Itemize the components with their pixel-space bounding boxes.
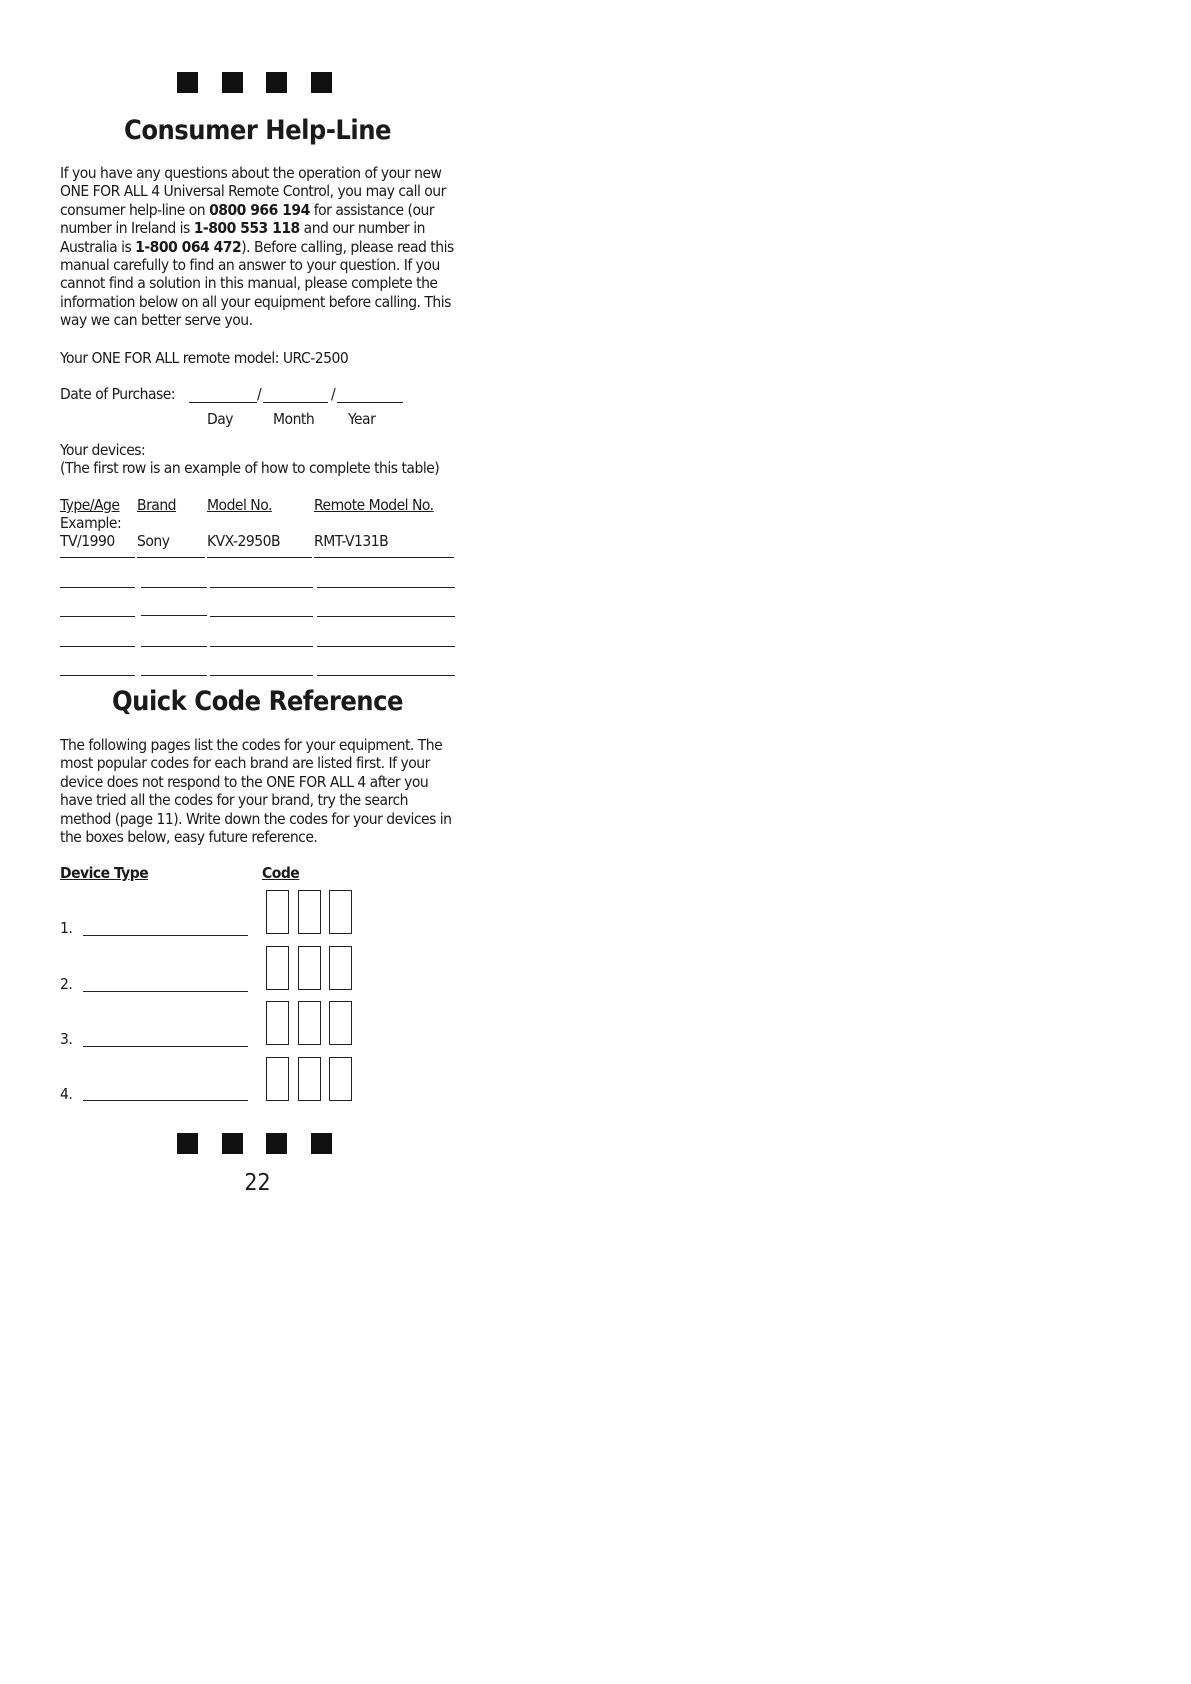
col-header-brand: Brand — [137, 496, 177, 514]
table-line — [60, 587, 135, 588]
helpline-paragraph: If you have any questions about the operation of your new ONE FOR ALL 4 Universal Remote Control, you may call our consumer help-line on 0800 966 194 for assistance (our number in Ireland is 1-800 553 118 and our number in Australia is 1-800 064 472). Before calling, please read this manual carefully to find an answer to your question. If you cannot find a solution in this manual, please complete the information below on all your equipment before calling. This way we can better serve you. — [60, 164, 454, 330]
table-line — [60, 616, 135, 617]
device-type-blank — [83, 935, 248, 936]
decorative-square — [266, 72, 287, 93]
example-brand: Sony — [137, 532, 170, 550]
table-line — [317, 616, 455, 617]
decorative-square — [222, 1133, 243, 1154]
quick-code-paragraph: The following pages list the codes for your equipment. The most popular codes for each brand are listed first. If your device does not respond to the ONE FOR ALL 4 after you have tried all the codes for your brand, try the search method (page 11). Write down the codes for your devices in the boxes below, easy future reference. — [60, 736, 452, 847]
table-line — [141, 587, 207, 588]
example-remote-model-no: RMT-V131B — [314, 532, 389, 550]
row-number: 3. — [60, 1030, 73, 1048]
table-line — [210, 675, 313, 676]
row-number: 4. — [60, 1085, 73, 1103]
table-line — [60, 675, 135, 676]
table-line — [210, 587, 313, 588]
month-label: Month — [273, 410, 315, 428]
day-label: Day — [207, 410, 234, 428]
table-line — [317, 587, 455, 588]
example-model-no: KVX-2950B — [207, 532, 281, 550]
date-separator: / — [257, 385, 262, 403]
table-line — [207, 557, 312, 558]
decorative-square — [177, 1133, 198, 1154]
decorative-square — [311, 72, 332, 93]
year-label: Year — [348, 410, 376, 428]
row-number: 1. — [60, 919, 73, 937]
device-type-blank — [83, 991, 248, 992]
table-line — [60, 646, 135, 647]
code-digit-box — [329, 1057, 352, 1101]
code-digit-box — [329, 1001, 352, 1045]
code-digit-box — [329, 890, 352, 934]
code-digit-box — [298, 1057, 321, 1101]
table-line — [141, 675, 207, 676]
device-type-header: Device Type — [60, 864, 149, 882]
col-header-remote-model-no: Remote Model No. — [314, 496, 434, 514]
decorative-square — [266, 1133, 287, 1154]
table-line — [137, 557, 205, 558]
phone-ireland: 1-800 553 118 — [193, 219, 300, 238]
col-header-model-no: Model No. — [207, 496, 272, 514]
date-of-purchase-label: Date of Purchase: — [60, 385, 176, 403]
quick-code-title: Quick Code Reference — [112, 686, 403, 717]
phone-australia: 1-800 064 472 — [135, 237, 242, 256]
day-blank — [189, 402, 257, 403]
code-digit-box — [266, 946, 289, 990]
decorative-square — [311, 1133, 332, 1154]
table-line — [314, 557, 454, 558]
decorative-square — [177, 72, 198, 93]
table-line — [317, 675, 455, 676]
helpline-title: Consumer Help-Line — [124, 115, 391, 146]
decorative-square — [222, 72, 243, 93]
code-digit-box — [298, 946, 321, 990]
code-digit-box — [266, 1001, 289, 1045]
page-number: 22 — [244, 1170, 271, 1196]
code-digit-box — [266, 1057, 289, 1101]
col-header-type-age: Type/Age — [60, 496, 120, 514]
devices-note: (The first row is an example of how to complete this table) — [60, 459, 440, 477]
code-header: Code — [262, 864, 300, 882]
row-number: 2. — [60, 975, 73, 993]
table-line — [210, 616, 313, 617]
date-separator: / — [331, 385, 336, 403]
your-devices-label: Your devices: — [60, 441, 146, 459]
code-digit-box — [298, 1001, 321, 1045]
table-line — [141, 646, 207, 647]
year-blank — [337, 402, 403, 403]
table-line — [60, 557, 135, 558]
code-digit-box — [329, 946, 352, 990]
example-type-age: TV/1990 — [60, 532, 115, 550]
example-label: Example: — [60, 514, 122, 532]
remote-model-line: Your ONE FOR ALL remote model: URC-2500 — [60, 349, 349, 367]
table-line — [210, 646, 313, 647]
device-type-blank — [83, 1046, 248, 1047]
code-digit-box — [298, 890, 321, 934]
table-line — [317, 646, 455, 647]
month-blank — [263, 402, 328, 403]
table-line — [141, 615, 207, 616]
code-digit-box — [266, 890, 289, 934]
phone-uk: 0800 966 194 — [209, 200, 310, 219]
device-type-blank — [83, 1100, 248, 1101]
